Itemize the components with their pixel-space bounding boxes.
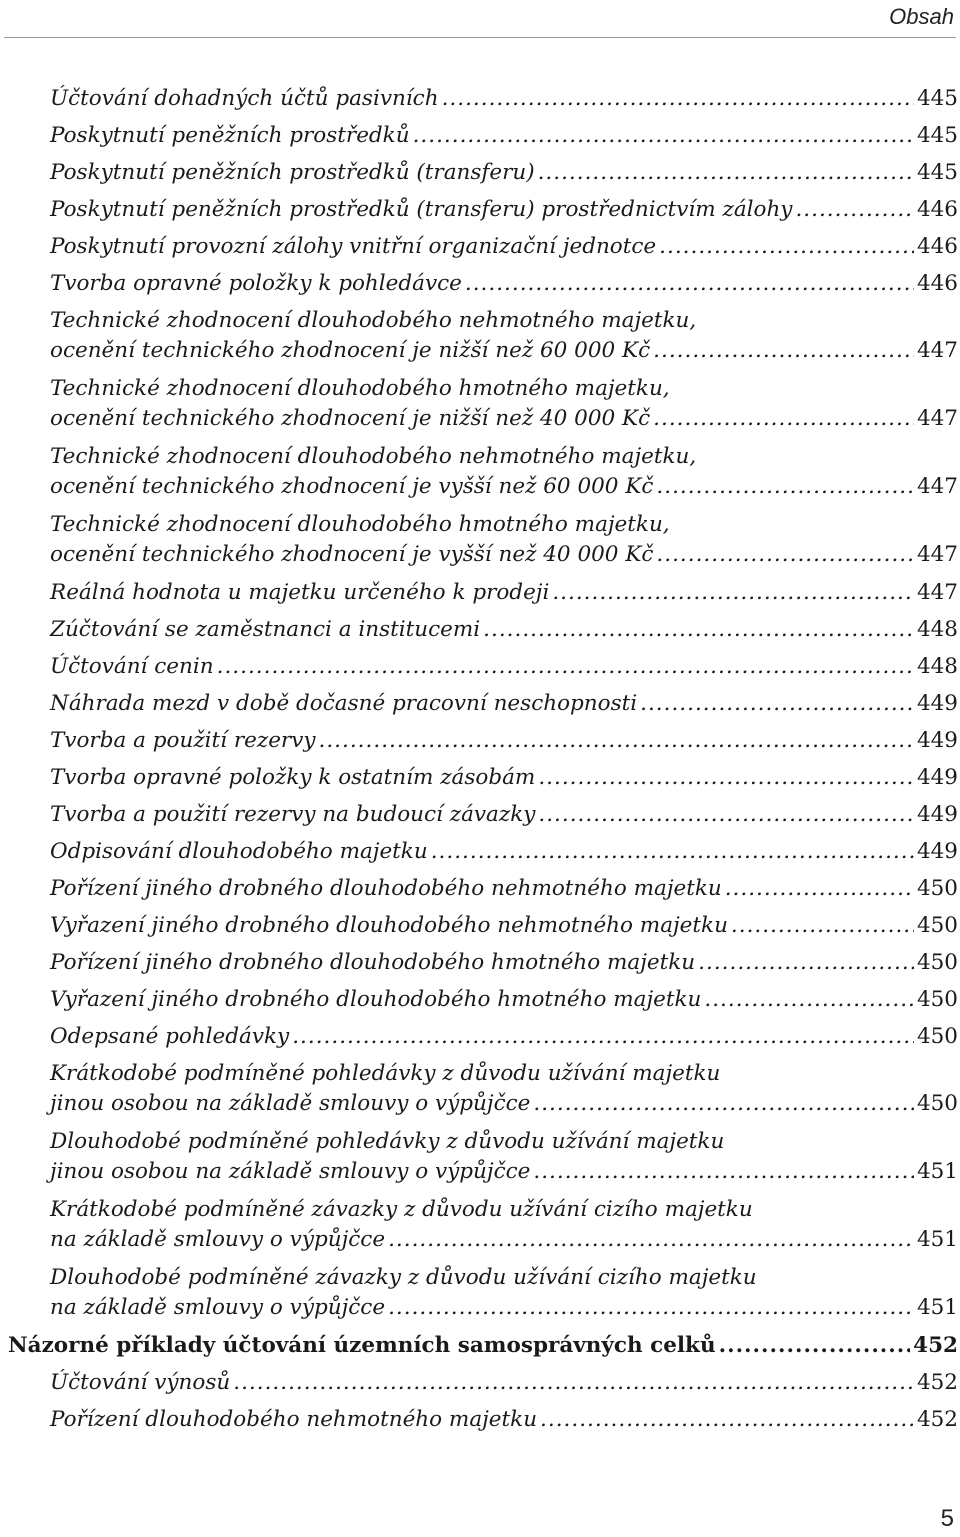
- dot-leader: [533, 1157, 914, 1187]
- toc-entry-text: Poskytnutí peněžních prostředků (transferu) prostřednictvím zálohy: [50, 197, 793, 222]
- toc-entry[interactable]: [0, 374, 960, 434]
- toc-entry-text: Tvorba opravné položky k ostatním zásobám: [50, 765, 536, 790]
- toc-page-number: 451: [916, 1227, 958, 1252]
- toc-page-number: 450: [916, 913, 958, 938]
- dot-leader: [538, 800, 914, 830]
- dot-leader: [704, 985, 914, 1015]
- dot-leader: [533, 1089, 914, 1119]
- toc-entry[interactable]: [0, 874, 960, 904]
- toc-entry-text: Technické zhodnocení dlouhodobého hmotného majetku,: [50, 376, 670, 401]
- toc-entry-text: Reálná hodnota u majetku určeného k prodeji: [50, 580, 550, 605]
- toc-entry[interactable]: [0, 121, 960, 151]
- toc-entry[interactable]: [0, 1405, 960, 1435]
- toc-entry-text: Odepsané pohledávky: [50, 1024, 290, 1049]
- toc-entry-text: Účtování cenin: [50, 654, 214, 679]
- toc-entry-text: Tvorba opravné položky k pohledávce: [50, 271, 462, 296]
- toc-entry[interactable]: [0, 195, 960, 225]
- dot-leader: [292, 1022, 914, 1052]
- toc-entry-text: Poskytnutí peněžních prostředků: [50, 123, 410, 148]
- toc-entry[interactable]: [0, 306, 960, 366]
- dot-leader: [442, 84, 914, 114]
- toc-page-number: 448: [916, 654, 958, 679]
- toc-page-number: 449: [916, 839, 958, 864]
- toc-entry[interactable]: [0, 948, 960, 978]
- toc-entry-text: jinou osobou na základě smlouvy o výpůjčce: [50, 1159, 531, 1184]
- toc-page-number: 445: [916, 123, 958, 148]
- toc-page-number: 449: [916, 765, 958, 790]
- toc-entry[interactable]: [0, 269, 960, 299]
- dot-leader: [319, 726, 914, 756]
- toc-entry[interactable]: [0, 1127, 960, 1187]
- dot-leader: [640, 689, 914, 719]
- page-number: 5: [940, 1505, 954, 1532]
- toc-page-number: 450: [916, 987, 958, 1012]
- dot-leader: [656, 472, 914, 502]
- running-header-title: Obsah: [889, 4, 954, 29]
- toc-entry[interactable]: [0, 837, 960, 867]
- dot-leader: [431, 837, 914, 867]
- toc-page-number: 446: [916, 234, 958, 259]
- dot-leader: [465, 269, 914, 299]
- toc-entry[interactable]: [0, 1022, 960, 1052]
- toc-entry-text: Vyřazení jiného drobného dlouhodobého nehmotného majetku: [50, 913, 728, 938]
- toc-page-number: 448: [916, 617, 958, 642]
- toc-entry-text: na základě smlouvy o výpůjčce: [50, 1227, 386, 1252]
- toc-entry-text: Pořízení jiného drobného dlouhodobého hmotného majetku: [50, 950, 696, 975]
- dot-leader: [653, 336, 914, 366]
- toc-page-number: 445: [916, 160, 958, 185]
- toc-entry-text: ocenění technického zhodnocení je nižší než 40 000 Kč: [50, 406, 651, 431]
- toc-entry[interactable]: [0, 985, 960, 1015]
- toc-page-number: 449: [916, 728, 958, 753]
- toc-entry[interactable]: [0, 1263, 960, 1323]
- toc-page-number: 449: [916, 802, 958, 827]
- dot-leader: [795, 195, 913, 225]
- toc-entry[interactable]: [0, 1059, 960, 1119]
- toc-page-number: 447: [916, 406, 958, 431]
- dot-leader: [538, 158, 914, 188]
- dot-leader: [388, 1225, 914, 1255]
- dot-leader: [725, 874, 914, 904]
- toc-page-number: 451: [916, 1295, 958, 1320]
- toc-entry-text: Účtování dohadných účtů pasivních: [50, 86, 439, 111]
- toc-entry-text: ocenění technického zhodnocení je vyšší než 40 000 Kč: [50, 542, 654, 567]
- dot-leader: [731, 911, 914, 941]
- table-of-contents: [0, 84, 960, 1442]
- toc-entry-text: Pořízení jiného drobného dlouhodobého nehmotného majetku: [50, 876, 722, 901]
- toc-page-number: 447: [916, 474, 958, 499]
- toc-page-number: 450: [916, 876, 958, 901]
- toc-entry[interactable]: [0, 442, 960, 502]
- toc-entry-text: Poskytnutí peněžních prostředků (transferu): [50, 160, 535, 185]
- dot-leader: [656, 540, 914, 570]
- toc-entry-text: jinou osobou na základě smlouvy o výpůjčce: [50, 1091, 531, 1116]
- toc-entry[interactable]: [0, 726, 960, 756]
- toc-entry-text: ocenění technického zhodnocení je nižší než 60 000 Kč: [50, 338, 651, 363]
- toc-entry[interactable]: [0, 652, 960, 682]
- toc-page-number: 445: [916, 86, 958, 111]
- dot-leader: [483, 615, 914, 645]
- dot-leader: [653, 404, 914, 434]
- toc-entry[interactable]: [0, 763, 960, 793]
- toc-entry-text: Tvorba a použití rezervy: [50, 728, 316, 753]
- toc-page-number: 447: [916, 338, 958, 363]
- toc-page-number: 452: [913, 1333, 958, 1358]
- toc-entry[interactable]: [0, 1331, 960, 1361]
- toc-entry-text: Poskytnutí provozní zálohy vnitřní organizační jednotce: [50, 234, 657, 259]
- toc-entry[interactable]: [0, 84, 960, 114]
- toc-page-number: 446: [916, 197, 958, 222]
- dot-leader: [413, 121, 914, 151]
- toc-entry-text: ocenění technického zhodnocení je vyšší než 60 000 Kč: [50, 474, 654, 499]
- toc-entry-text: Krátkodobé podmíněné závazky z důvodu užívání cizího majetku: [50, 1197, 753, 1222]
- toc-entry-text: Dlouhodobé podmíněné pohledávky z důvodu užívání majetku: [50, 1129, 725, 1154]
- toc-entry[interactable]: [0, 689, 960, 719]
- toc-page-number: 450: [916, 1024, 958, 1049]
- toc-entry-text: Krátkodobé podmíněné pohledávky z důvodu užívání majetku: [50, 1061, 721, 1086]
- dot-leader: [698, 948, 914, 978]
- toc-entry[interactable]: [0, 800, 960, 830]
- toc-entry-text: Technické zhodnocení dlouhodobého nehmotného majetku,: [50, 308, 697, 333]
- toc-page-number: 452: [916, 1407, 958, 1432]
- toc-entry-text: Náhrada mezd v době dočasné pracovní neschopnosti: [50, 691, 638, 716]
- toc-entry[interactable]: [0, 615, 960, 645]
- toc-page-number: 450: [916, 1091, 958, 1116]
- toc-entry[interactable]: [0, 911, 960, 941]
- toc-entry-text: Tvorba a použití rezervy na budoucí závazky: [50, 802, 536, 827]
- toc-page-number: 450: [916, 950, 958, 975]
- toc-entry-text: Dlouhodobé podmíněné závazky z důvodu užívání cizího majetku: [50, 1265, 757, 1290]
- toc-entry-text: Vyřazení jiného drobného dlouhodobého hmotného majetku: [50, 987, 702, 1012]
- toc-page-number: 447: [916, 542, 958, 567]
- toc-entry[interactable]: [0, 158, 960, 188]
- toc-entry-text: Účtování výnosů: [50, 1370, 231, 1395]
- toc-entry[interactable]: [0, 1368, 960, 1398]
- toc-entry-text: Pořízení dlouhodobého nehmotného majetku: [50, 1407, 538, 1432]
- toc-entry[interactable]: [0, 232, 960, 262]
- toc-page-number: 447: [916, 580, 958, 605]
- dot-leader: [719, 1331, 911, 1361]
- dot-leader: [538, 763, 914, 793]
- toc-page-number: 446: [916, 271, 958, 296]
- toc-page-number: 451: [916, 1159, 958, 1184]
- dot-leader: [233, 1368, 914, 1398]
- dot-leader: [659, 232, 914, 262]
- dot-leader: [217, 652, 914, 682]
- header-divider: [4, 37, 956, 38]
- dot-leader: [552, 578, 914, 608]
- toc-entry-text: Zúčtování se zaměstnanci a institucemi: [50, 617, 481, 642]
- toc-entry-text: Odpisování dlouhodobého majetku: [50, 839, 428, 864]
- toc-page-number: 449: [916, 691, 958, 716]
- toc-entry[interactable]: [0, 1195, 960, 1255]
- toc-entry-text: na základě smlouvy o výpůjčce: [50, 1295, 386, 1320]
- toc-entry[interactable]: [0, 510, 960, 570]
- toc-entry-text: Technické zhodnocení dlouhodobého hmotného majetku,: [50, 512, 670, 537]
- toc-entry-text: Názorné příklady účtování územních samosprávných celků: [8, 1333, 716, 1358]
- toc-entry-text: Technické zhodnocení dlouhodobého nehmotného majetku,: [50, 444, 697, 469]
- dot-leader: [540, 1405, 914, 1435]
- dot-leader: [388, 1293, 914, 1323]
- toc-page-number: 452: [916, 1370, 958, 1395]
- toc-entry[interactable]: [0, 578, 960, 608]
